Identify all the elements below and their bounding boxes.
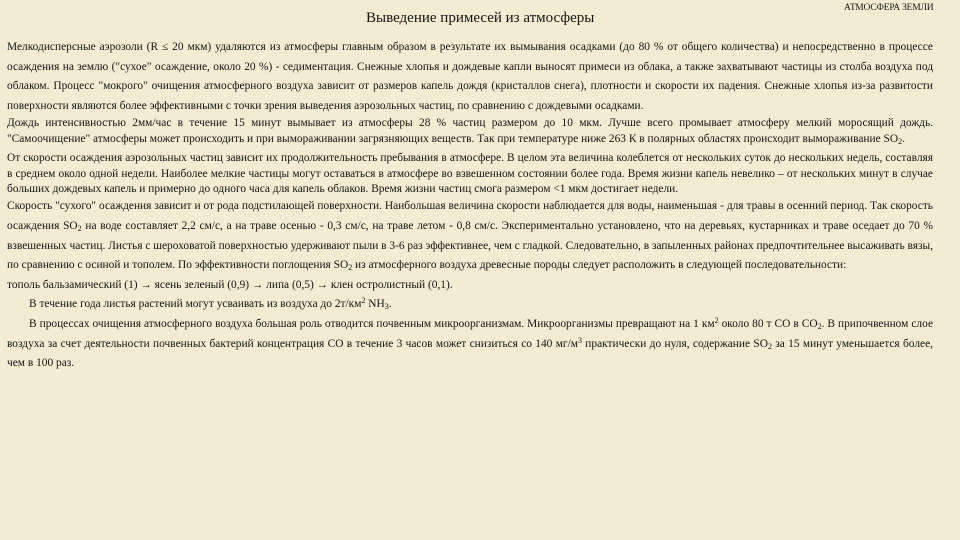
- paragraph-rain-washout: Дождь интенсивностью 2мм/час в течение 15 минут вымывает из атмосферы 28 % частиц размером до 10 мкм. Лучше всего промывает атмосферу мелкий моросящий дождь. "Самоочищение" атмосферы может происходить и при вымораживании загрязняющих веществ. Так при температуре ниже 263 К в полярных областях происходит вымораживание $SO_2$.: [7, 117, 933, 146]
- paragraph-tree-sequence: тополь бальзамический (1) → ясень зеленый (0,9) → липа (0,5) → клен остролистный (0,1).: [7, 278, 453, 291]
- page-title: Выведение примесей из атмосферы: [366, 10, 595, 26]
- paragraph-soil-microorganisms: В процессах очищения атмосферного воздуха большая роль отводится почвенным микроорганизмам. Микроорганизмы превращают на 1 $км^2$ около 80 т СО в $СО_2$. В припочвенном слое воздуха за счет деятельности почвенных бактерий концентрация СО в течение 3 часов может снизиться со 140 $мг/м^3$ практически до нуля, содержание $SO_2$ за 15 минут уменьшается более, чем в 100 раз.: [7, 315, 933, 370]
- paragraph-wet-deposition: Мелкодисперсные аэрозоли (R ≤ 20 мкм) удаляются из атмосферы главным образом в результате их вымывания осадками (до 80 % от общего количества) и непосредственно в процессе осаждения на землю ("сухое" осаждение, около 20 %) - седиментация. Снежные хлопья и дождевые капли выносят примеси из облака, а также захватывают частицы из столба воздуха под облаком. Процесс "мокрого" очищения атмосферного воздуха зависит от размеров капель дождя (кристаллов снега), плотности и скорости их падения. Снежные хлопья из-за развитости поверхности являются более эффективными с точки зрения выведения аэрозольных частиц, по сравнению с дождевыми осадками.: [7, 41, 933, 112]
- slide-body: [7, 38, 933, 374]
- paragraph-dry-deposition: Скорость "сухого" осаждения зависит и от рода подстилающей поверхности. Наибольшая величина скорости наблюдается для воды, наименьшая - для травы в осенний период. Так скорость осаждения $SO_2$ на воде составляет 2,2 см/с, а на траве осенью - 0,3 см/с, на траве летом - 0,8 см/с. Экспериментально установлено, что на деревьях, кустарниках и траве оседает до 70 % взвешенных частиц. Листья с шероховатой поверхностью удерживают пыли в 3-6 раз эффективнее, чем с гладкой. Следовательно, в запыленных районах предпочтительнее высаживать вязы, по сравнению с осиной и тополем. По эффективности поглощения $SO_2$ из атмосферного воздуха древесные породы следует расположить в следующей последовательности:: [7, 200, 934, 273]
- paragraph-ammonia-uptake: В течение года листья растений могут усваивать из воздуха до $2т/км^2$ $NH_3$.: [29, 296, 392, 312]
- paragraph-residence-time: От скорости осаждения аэрозольных частиц зависит их продолжительность пребывания в атмосфере. В целом эта величина колеблется от нескольких суток до нескольких недель, составляя в среднем около одной недели. Наиболее мелкие частицы могут оставаться в атмосфере во взвешенном состоянии более года. Время жизни капель невелико – от нескольких минут в случае больших дождевых капель и примерно до одного часа для капель облаков. Время жизни частиц смога размером <1 мкм достигает недели.: [7, 152, 933, 195]
- section-label: АТМОСФЕРА ЗЕМЛИ: [844, 3, 934, 13]
